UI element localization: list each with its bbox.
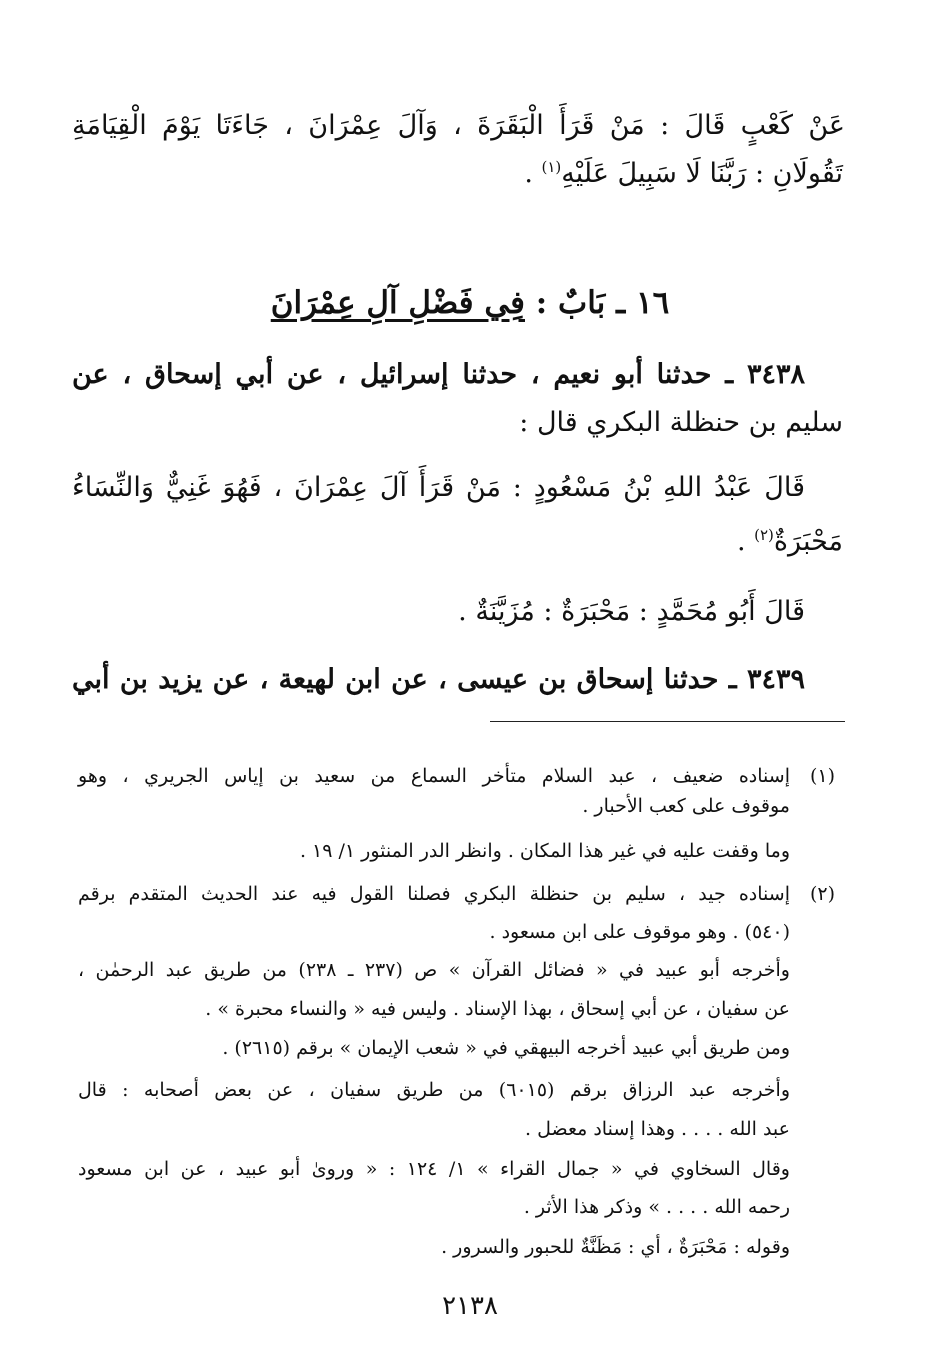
footnote-2-number: (٢) bbox=[810, 883, 836, 905]
footnote-1-line-2 bbox=[582, 792, 790, 820]
footnote-2-line-5 bbox=[222, 1034, 790, 1062]
hadith-3439-line-1 bbox=[72, 660, 805, 700]
chapter-heading bbox=[0, 280, 940, 326]
footnote-2-line-1-content: إسناده جيد ، سليم بن حنظلة البكري فصلنا القول فيه عند الحديث المتقدم برقم bbox=[78, 883, 790, 905]
explanation-line bbox=[458, 592, 805, 632]
footnote-2-line-3-content: وأخرجه أبو عبيد في « فضائل القرآن » ص (٢٣٧ ـ ٢٣٨) من طريق عبد الرحمٰن ، bbox=[78, 959, 790, 981]
footnote-2-line-8 bbox=[78, 1155, 790, 1183]
footnote-2-line-7 bbox=[525, 1115, 790, 1143]
footnote-divider bbox=[490, 721, 845, 722]
footnote-2-line-9 bbox=[524, 1193, 790, 1221]
footnote-ref-2[interactable]: (٢) bbox=[754, 526, 774, 544]
text-line-2-content: تَقُولَانِ : رَبَّنَا لَا سَبِيلَ عَلَيْهِ bbox=[561, 158, 843, 189]
footnote-1-line-1-content: إسناده ضعيف ، عبد السلام متأخر السماع من سعيد بن إياس الجريري ، وهو bbox=[78, 765, 790, 787]
footnote-2-line-2-content: (٥٤٠) . وهو موقوف على ابن مسعود . bbox=[489, 921, 790, 943]
quote-line-2-end: . bbox=[736, 526, 755, 557]
page-number: ٢١٣٨ bbox=[442, 1291, 498, 1321]
quote-line-1 bbox=[72, 468, 805, 508]
footnote-2-line-10 bbox=[441, 1233, 790, 1261]
footnote-2-line-7-content: عبد الله . . . . وهذا إسناد معضل . bbox=[525, 1118, 790, 1140]
explanation-line-content: قَالَ أَبُو مُحَمَّدٍ : مَحْبَرَةٌ : مُزَيَّنَةٌ . bbox=[458, 596, 805, 627]
footnote-2-line-4 bbox=[205, 995, 790, 1023]
text-line-2 bbox=[524, 154, 843, 194]
hadith-3438-line-1 bbox=[72, 355, 805, 395]
hadith-3438-line-2-content: سليم بن حنظلة البكري قال : bbox=[519, 407, 843, 438]
hadith-3438-line-1-content: ٣٤٣٨ ـ حدثنا أبو نعيم ، حدثنا إسرائيل ، عن أبي إسحاق ، عن bbox=[72, 359, 805, 390]
chapter-heading-title: فِي فَضْلِ آلِ عِمْرَانَ bbox=[270, 285, 525, 321]
footnote-1-line-1 bbox=[78, 762, 790, 790]
footnote-2-line-1 bbox=[78, 880, 790, 908]
footnote-2-line-3 bbox=[78, 956, 790, 984]
footnote-2-line-6 bbox=[78, 1076, 790, 1104]
footnote-2-line-9-content: رحمه الله . . . . » وذكر هذا الأثر . bbox=[523, 1196, 790, 1218]
footnote-2-line-10-content: وقوله : مَحْبَرَةٌ ، أي : مَظَنَّةٌ للحبور والسرور . bbox=[441, 1236, 790, 1258]
footnote-1-line-3-content: وما وقفت عليه في غير هذا المكان . وانظر الدر المنثور ١/ ١٩ . bbox=[299, 840, 790, 862]
chapter-heading-prefix: ١٦ ـ بَابٌ : bbox=[525, 285, 670, 321]
text-line-1-content: عَنْ كَعْبٍ قَالَ : مَنْ قَرَأَ الْبَقَرَةَ ، وَآلَ عِمْرَانَ ، جَاءَتَا يَوْمَ الْقِيَامَةِ bbox=[72, 110, 845, 141]
quote-line-1-content: قَالَ عَبْدُ اللهِ بْنُ مَسْعُودٍ : مَنْ قَرَأَ آلَ عِمْرَانَ ، فَهُوَ غَنِيٌّ وَالنِّسَاءُ bbox=[72, 472, 805, 503]
hadith-3439-line-1-content: ٣٤٣٩ ـ حدثنا إسحاق بن عيسى ، عن ابن لهيعة ، عن يزيد بن أبي bbox=[72, 664, 805, 695]
text-line-2-end: . bbox=[524, 158, 542, 189]
footnote-2-line-5-content: ومن طريق أبي عبيد أخرجه البيهقي في « شعب الإيمان » برقم (٢٦١٥) . bbox=[222, 1037, 790, 1059]
text-line-1 bbox=[72, 106, 845, 146]
footnote-2-line-6-content: وأخرجه عبد الرزاق برقم (٦٠١٥) من طريق سفيان ، عن بعض أصحابه : قال bbox=[78, 1079, 790, 1101]
footnote-2-line-2 bbox=[490, 918, 790, 946]
footnote-2-line-4-content: عن سفيان ، عن أبي إسحاق ، بهذا الإسناد . وليس فيه « والنساء محبرة » . bbox=[205, 998, 790, 1020]
footnote-1-line-2-content: موقوف على كعب الأحبار . bbox=[582, 795, 790, 817]
footnote-2-line-8-content: وقال السخاوي في « جمال القراء » ١/ ١٢٤ : « وروىٰ أبو عبيد ، عن ابن مسعود bbox=[78, 1158, 790, 1180]
footnote-1-line-3 bbox=[300, 837, 790, 865]
footnote-ref-1[interactable]: (١) bbox=[541, 158, 562, 176]
quote-line-2-content: مَحْبَرَةٌ bbox=[773, 526, 843, 557]
hadith-3438-line-2 bbox=[519, 403, 843, 443]
footnote-1-number: (١) bbox=[810, 765, 836, 787]
quote-line-2 bbox=[737, 522, 843, 562]
